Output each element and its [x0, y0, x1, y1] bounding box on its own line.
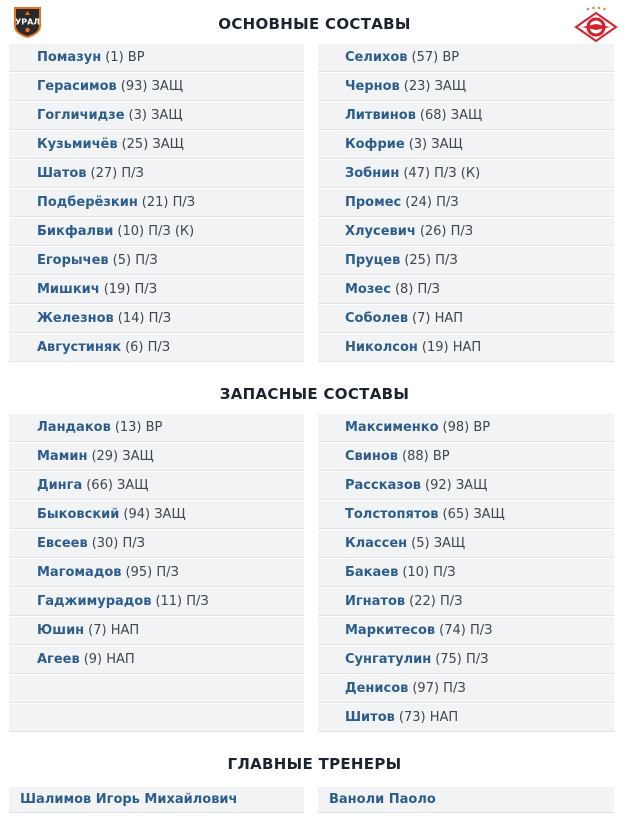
- player-row: [9, 305, 304, 333]
- player-row: [9, 334, 304, 362]
- player-row: [318, 675, 614, 703]
- player-name[interactable]: Гогличидзе: [37, 107, 125, 123]
- player-row: [318, 443, 614, 471]
- starting-lineups-title: ОСНОВНЫЕ СОСТАВЫ: [218, 15, 411, 33]
- player-meta: (6) П/З: [125, 339, 171, 355]
- away-substitutes-list: [318, 414, 614, 733]
- player-meta: (9) НАП: [83, 651, 135, 667]
- player-name[interactable]: Рассказов: [345, 477, 422, 493]
- player-meta: (88) ВР: [402, 448, 450, 464]
- player-row: [9, 131, 304, 159]
- empty-row: [9, 675, 304, 703]
- home-substitutes-list: [9, 414, 304, 733]
- player-meta: (93) ЗАЩ: [120, 78, 184, 94]
- player-row: [9, 617, 304, 645]
- player-row: [9, 276, 304, 304]
- player-name[interactable]: Шатов: [37, 165, 87, 181]
- player-name[interactable]: Железнов: [37, 310, 114, 326]
- player-meta: (68) ЗАЩ: [419, 107, 483, 123]
- player-name[interactable]: Селихов: [345, 49, 408, 65]
- player-name[interactable]: Соболев: [345, 310, 409, 326]
- player-row: [9, 247, 304, 275]
- player-row: [318, 305, 614, 333]
- player-name[interactable]: Ландаков: [37, 419, 111, 435]
- player-meta: (19) НАП: [421, 339, 482, 355]
- player-name[interactable]: Кузьмичёв: [37, 136, 118, 152]
- player-name[interactable]: Промес: [345, 194, 402, 210]
- player-name[interactable]: Подберёзкин: [37, 194, 138, 210]
- player-meta: (30) П/З: [91, 535, 145, 551]
- home-starting-list: [9, 44, 304, 363]
- player-row: [9, 646, 304, 674]
- player-row: [9, 588, 304, 616]
- player-row: [9, 160, 304, 188]
- player-meta: (25) ЗАЩ: [121, 136, 184, 152]
- player-name[interactable]: Агеев: [37, 651, 80, 667]
- player-row: [318, 247, 614, 275]
- player-row: [9, 414, 304, 442]
- home-coach-name[interactable]: Шалимов Игорь Михайлович: [9, 787, 304, 813]
- player-row: [318, 218, 614, 246]
- player-name[interactable]: Николсон: [345, 339, 418, 355]
- player-row: [318, 588, 614, 616]
- player-row: [318, 131, 614, 159]
- player-name[interactable]: Гаджимурадов: [37, 593, 152, 609]
- player-row: [318, 276, 614, 304]
- player-meta: (98) ВР: [442, 419, 491, 435]
- player-name[interactable]: Бакаев: [345, 564, 399, 580]
- player-meta: (75) П/З: [435, 651, 489, 667]
- player-meta: (25) П/З: [404, 252, 458, 268]
- player-row: [9, 559, 304, 587]
- player-meta: (5) П/З: [112, 252, 158, 268]
- player-name[interactable]: Чернов: [345, 78, 400, 94]
- player-name[interactable]: Бикфалви: [37, 223, 114, 239]
- player-row: [9, 73, 304, 101]
- substitutes-title: ЗАПАСНЫЕ СОСТАВЫ: [219, 385, 410, 403]
- player-meta: (92) ЗАЩ: [425, 477, 488, 493]
- player-meta: (94) ЗАЩ: [123, 506, 186, 522]
- player-meta: (97) П/З: [412, 680, 466, 696]
- player-meta: (95) П/З: [125, 564, 179, 580]
- player-row: [318, 189, 614, 217]
- player-name[interactable]: Юшин: [37, 622, 85, 638]
- player-row: [9, 189, 304, 217]
- player-meta: (23) ЗАЩ: [403, 78, 467, 94]
- player-name[interactable]: Маркитесов: [345, 622, 436, 638]
- player-row: [9, 501, 304, 529]
- player-meta: (29) ЗАЩ: [91, 448, 154, 464]
- player-name[interactable]: Быковский: [37, 506, 120, 522]
- player-row: [9, 102, 304, 130]
- player-meta: (10) П/З: [402, 564, 456, 580]
- player-name[interactable]: Динга: [37, 477, 83, 493]
- player-meta: (7) НАП: [412, 310, 464, 326]
- player-meta: (3) ЗАЩ: [408, 136, 463, 152]
- player-meta: (3) ЗАЩ: [128, 107, 183, 123]
- player-meta: (10) П/З (К): [117, 223, 195, 239]
- player-name[interactable]: Кофрие: [345, 136, 405, 152]
- player-name[interactable]: Сунгатулин: [345, 651, 432, 667]
- player-name[interactable]: Толстопятов: [345, 506, 439, 522]
- away-starting-list: [318, 44, 614, 363]
- player-row: [318, 334, 614, 362]
- player-name[interactable]: Классен: [345, 535, 408, 551]
- player-meta: (24) П/З: [405, 194, 459, 210]
- player-meta: (73) НАП: [398, 709, 459, 725]
- player-meta: (66) ЗАЩ: [86, 477, 149, 493]
- player-name[interactable]: Мамин: [37, 448, 88, 464]
- player-meta: (19) П/З: [103, 281, 158, 297]
- player-name[interactable]: Игнатов: [345, 593, 406, 609]
- player-row: [318, 102, 614, 130]
- player-meta: (13) ВР: [114, 419, 163, 435]
- player-name[interactable]: Литвинов: [345, 107, 416, 123]
- player-name[interactable]: Максименко: [345, 419, 439, 435]
- player-meta: (22) П/З: [409, 593, 463, 609]
- player-row: [9, 443, 304, 471]
- player-name[interactable]: Зобнин: [345, 165, 400, 181]
- player-meta: (1) ВР: [105, 49, 145, 65]
- player-name[interactable]: Помазун: [37, 49, 102, 65]
- empty-row: [9, 704, 304, 732]
- player-name[interactable]: Августиняк: [37, 339, 122, 355]
- player-meta: (21) П/З: [141, 194, 196, 210]
- player-row: [9, 44, 304, 72]
- player-name[interactable]: Мишкич: [37, 281, 100, 297]
- player-meta: (65) ЗАЩ: [442, 506, 505, 522]
- player-meta: (11) П/З: [155, 593, 209, 609]
- player-meta: (47) П/З (К): [403, 165, 481, 181]
- player-name[interactable]: Евсеев: [37, 535, 88, 551]
- away-coach-name[interactable]: Ваноли Паоло: [318, 787, 614, 813]
- player-row: [318, 44, 614, 72]
- player-name[interactable]: Свинов: [345, 448, 399, 464]
- player-name[interactable]: Шитов: [345, 709, 395, 725]
- player-name[interactable]: Мозес: [345, 281, 391, 297]
- player-row: [318, 530, 614, 558]
- player-row: [318, 501, 614, 529]
- player-row: [318, 472, 614, 500]
- player-meta: (27) П/З: [90, 165, 144, 181]
- svg-text:УРАЛ: УРАЛ: [15, 17, 40, 27]
- head-coaches-title: ГЛАВНЫЕ ТРЕНЕРЫ: [227, 755, 402, 773]
- player-row: [318, 704, 614, 732]
- player-meta: (5) ЗАЩ: [411, 535, 466, 551]
- player-name[interactable]: Герасимов: [37, 78, 117, 94]
- player-row: [318, 414, 614, 442]
- player-name[interactable]: Денисов: [345, 680, 409, 696]
- player-name[interactable]: Хлусевич: [345, 223, 416, 239]
- player-row: [9, 530, 304, 558]
- player-meta: (26) П/З: [419, 223, 474, 239]
- player-row: [9, 218, 304, 246]
- player-name[interactable]: Егорычев: [37, 252, 109, 268]
- player-row: [318, 559, 614, 587]
- player-meta: (57) ВР: [411, 49, 460, 65]
- player-name[interactable]: Магомадов: [37, 564, 122, 580]
- player-meta: (74) П/З: [439, 622, 493, 638]
- player-row: [318, 646, 614, 674]
- player-row: [9, 472, 304, 500]
- player-name[interactable]: Пруцев: [345, 252, 401, 268]
- player-row: [318, 617, 614, 645]
- player-row: [318, 73, 614, 101]
- player-meta: (8) П/З: [394, 281, 440, 297]
- player-meta: (7) НАП: [88, 622, 140, 638]
- player-meta: (14) П/З: [117, 310, 172, 326]
- player-row: [318, 160, 614, 188]
